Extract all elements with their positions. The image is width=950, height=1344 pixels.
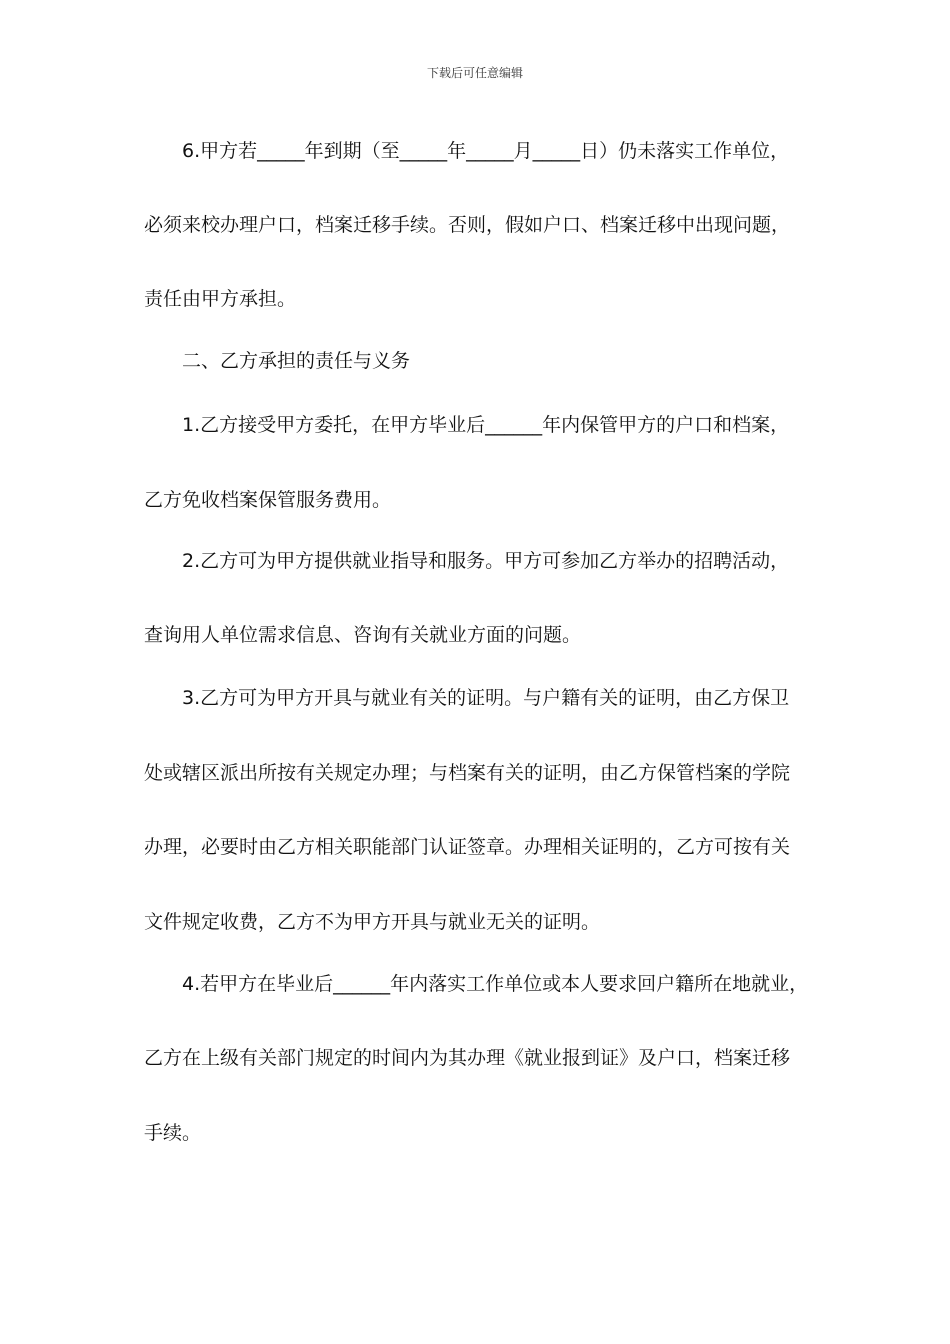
text-line: 处或辖区派出所按有关规定办理；与档案有关的证明，由乙方保管档案的学院 [144, 762, 791, 784]
text-line: 文件规定收费，乙方不为甲方开具与就业无关的证明。 [144, 911, 601, 933]
text-line: 查询用人单位需求信息、咨询有关就业方面的问题。 [144, 624, 582, 646]
text-line: 乙方在上级有关部门规定的时间内为其办理《就业报到证》及户口，档案迁移 [144, 1047, 791, 1069]
text-line: 办理，必要时由乙方相关职能部门认证签章。办理相关证明的，乙方可按有关 [144, 836, 791, 858]
text-line: 必须来校办理户口，档案迁移手续。否则，假如户口、档案迁移中出现问题， [144, 214, 791, 236]
text-line: 3.乙方可为甲方开具与就业有关的证明。与户籍有关的证明，由乙方保卫 [182, 687, 790, 709]
text-line: 责任由甲方承担。 [144, 288, 297, 310]
text-line: 手续。 [144, 1122, 202, 1144]
text-line: 1.乙方接受甲方委托，在甲方毕业后______年内保管甲方的户口和档案， [182, 414, 790, 436]
text-line: 2.乙方可为甲方提供就业指导和服务。甲方可参加乙方举办的招聘活动， [182, 550, 790, 572]
header-note: 下载后可任意编辑 [426, 66, 523, 80]
section-heading: 二、乙方承担的责任与义务 [182, 350, 411, 372]
text-line: 4.若甲方在毕业后______年内落实工作单位或本人要求回户籍所在地就业， [182, 973, 809, 995]
text-line: 乙方免收档案保管服务费用。 [144, 489, 392, 511]
text-line: 6.甲方若_____年到期（至_____年_____月_____日）仍未落实工作单位， [182, 140, 790, 162]
